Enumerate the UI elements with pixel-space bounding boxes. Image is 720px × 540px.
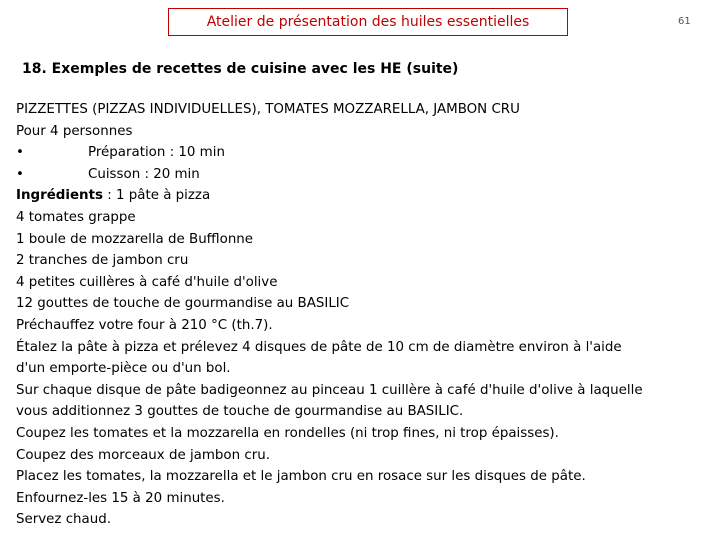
ingredients-line (16, 185, 716, 207)
recipe-body (16, 99, 716, 531)
step-line: d'un emporte-pièce ou d'un bol. (16, 361, 231, 377)
recipe-servings: Pour 4 personnes (16, 123, 133, 139)
ingredients-label: Ingrédients (16, 188, 103, 204)
bullet-icon: • (16, 166, 24, 182)
preparation-line (16, 142, 716, 164)
step-line: Placez les tomates, la mozzarella et le jambon cru en rosace sur les disques de pâte. (16, 469, 586, 485)
ingredient-item: 4 tomates grappe (16, 209, 136, 225)
ingredient-item: 1 boule de mozzarella de Bufflonne (16, 231, 254, 247)
cooking-time: Cuisson : 20 min (88, 166, 200, 182)
step-line: Étalez la pâte à pizza et prélevez 4 disques de pâte de 10 cm de diamètre environ à l'aide (16, 339, 622, 355)
step-line: Servez chaud. (16, 512, 111, 528)
step-line: Sur chaque disque de pâte badigeonnez au pinceau 1 cuillère à café d'huile d'olive à laquelle (16, 382, 643, 398)
step-line: vous additionnez 3 gouttes de touche de gourmandise au BASILIC. (16, 404, 464, 420)
ingredient-item: 2 tranches de jambon cru (16, 253, 189, 269)
header-title-box (168, 8, 568, 36)
ingredient-item: 12 gouttes de touche de gourmandise au BASILIC (16, 296, 350, 312)
page-number: 61 (678, 16, 691, 27)
header-title: Atelier de présentation des huiles essentielles (206, 14, 530, 30)
preparation-time: Préparation : 10 min (88, 145, 225, 161)
step-line: Enfournez-les 15 à 20 minutes. (16, 490, 225, 506)
step-line: Coupez les tomates et la mozzarella en rondelles (ni trop fines, ni trop épaisses). (16, 425, 559, 441)
section-title: 18. Exemples de recettes de cuisine avec les HE (suite) (22, 61, 459, 77)
bullet-icon: • (16, 145, 24, 161)
step-line: Coupez des morceaux de jambon cru. (16, 447, 270, 463)
cooking-line (16, 164, 716, 186)
recipe-title: PIZZETTES (PIZZAS INDIVIDUELLES), TOMATES MOZZARELLA, JAMBON CRU (16, 102, 520, 117)
step-line: Préchauffez votre four à 210 °C (th.7). (16, 317, 273, 333)
ingredient-first: : 1 pâte à pizza (102, 188, 211, 204)
ingredient-item: 4 petites cuillères à café d'huile d'olive (16, 274, 278, 290)
